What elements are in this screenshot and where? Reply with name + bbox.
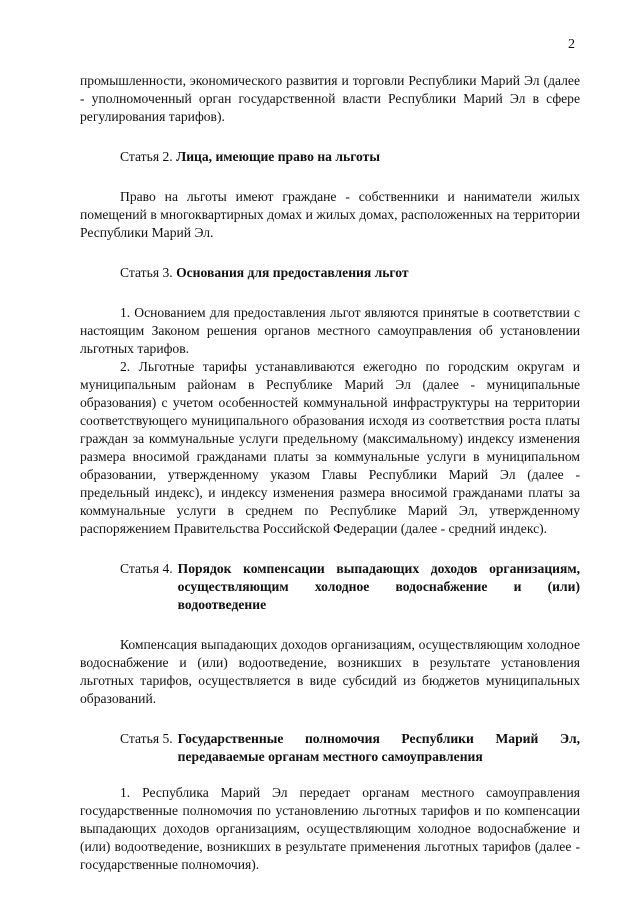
article-4-title: Порядок компенсации выпадающих доходов организациям, осуществляющим холодное водоснабжение и (или) водоотведение xyxy=(177,561,580,612)
intro-paragraph: промышленности, экономического развития и торговли Республики Марий Эл (далее - уполномоченный орган государственной власти Республики Марий Эл в сфере регулирования тарифов). xyxy=(80,73,580,124)
article-3-label: Статья 3. xyxy=(120,265,173,280)
article-2-text: Право на льготы имеют граждане - собственники и наниматели жилых помещений в многоквартирных домах и жилых домах, расположенных на территории Республики Марий Эл. xyxy=(80,189,580,240)
article-3-paragraph-1: 1. Основанием для предоставления льгот являются принятые в соответствии с настоящим Законом решения органов местного самоуправления об установлении льготных тарифов. xyxy=(80,305,580,356)
document-body xyxy=(80,72,580,874)
page-number: 2 xyxy=(568,37,575,52)
article-5-paragraph-1: 1. Республика Марий Эл передает органам местного самоуправления государственные полномочия по установлению льготных тарифов и по компенсации выпадающих доходов организациям, осуществляющим холодное водоснабжение и (или) водоотведение, возникших в результате применения льготных тарифов (далее - государственные полномочия). xyxy=(80,785,580,872)
article-5-title: Государственные полномочия Республики Марий Эл, передаваемые органам местного самоуправления xyxy=(177,731,580,764)
article-3-title: Основания для предоставления льгот xyxy=(176,265,409,280)
article-2-label: Статья 2. xyxy=(120,149,173,164)
article-3-paragraph-2: 2. Льготные тарифы устанавливаются ежегодно по городским округам и муниципальным районам в Республике Марий Эл (далее - муниципальные образования) с учетом особенностей коммунальной инфраструктуры на территории соответствующего муниципального образования исходя из соответствия роста платы граждан за коммунальные услуги предельному (максимальному) индексу изменения размера вносимой гражданами платы за коммунальные услуги в муниципальном образовании, утвержденному указом Главы Республики Марий Эл (далее - предельный индекс), и индексу изменения размера вносимой гражданами платы за коммунальные услуги в среднем по Республике Марий Эл, утвержденному распоряжением Правительства Российской Федерации (далее - средний индекс). xyxy=(80,359,580,536)
article-4-text: Компенсация выпадающих доходов организациям, осуществляющим холодное водоснабжение и (или) водоотведение, возникших в результате установления льготных тарифов, осуществляется в виде субсидий из бюджетов муниципальных образований. xyxy=(80,637,580,706)
article-2-title: Лица, имеющие право на льготы xyxy=(176,149,380,164)
article-2-heading xyxy=(80,148,580,166)
article-4-label: Статья 4. xyxy=(120,561,173,576)
article-3-heading xyxy=(80,264,580,282)
article-5-heading xyxy=(80,730,580,766)
article-5-label: Статья 5. xyxy=(120,731,173,746)
article-4-heading xyxy=(80,560,580,614)
